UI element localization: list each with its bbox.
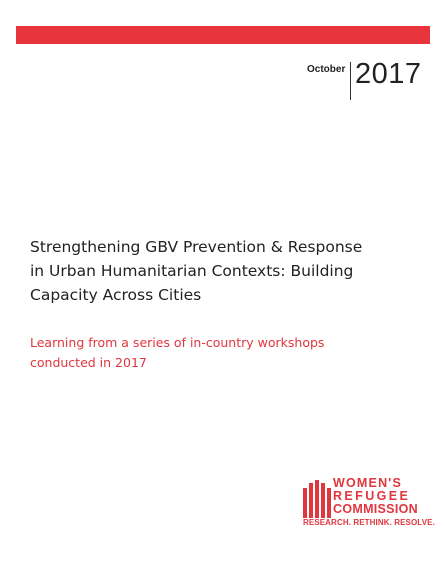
logo-bars-icon (303, 480, 331, 518)
title-line: in Urban Humanitarian Contexts: Building (30, 262, 354, 280)
logo-tagline: RESEARCH. RETHINK. RESOLVE. (303, 518, 435, 527)
subtitle-line: conducted in 2017 (30, 355, 147, 370)
logo-line-refugee: REFUGEE (333, 489, 411, 503)
document-title (30, 235, 410, 307)
subtitle-line: Learning from a series of in-country workshops (30, 335, 325, 350)
top-accent-bar (16, 26, 430, 44)
document-subtitle (30, 333, 410, 373)
title-line: Capacity Across Cities (30, 286, 202, 304)
logo-line-commission: COMMISSION (333, 502, 418, 516)
date-month: October (307, 64, 346, 75)
logo-wordmark (333, 477, 418, 516)
logo-line-womens: WOMEN'S (333, 476, 403, 490)
womens-refugee-commission-logo (303, 474, 443, 534)
date-divider (350, 62, 351, 100)
date-year: 2017 (355, 58, 422, 90)
title-line: Strengthening GBV Prevention & Response (30, 238, 363, 256)
